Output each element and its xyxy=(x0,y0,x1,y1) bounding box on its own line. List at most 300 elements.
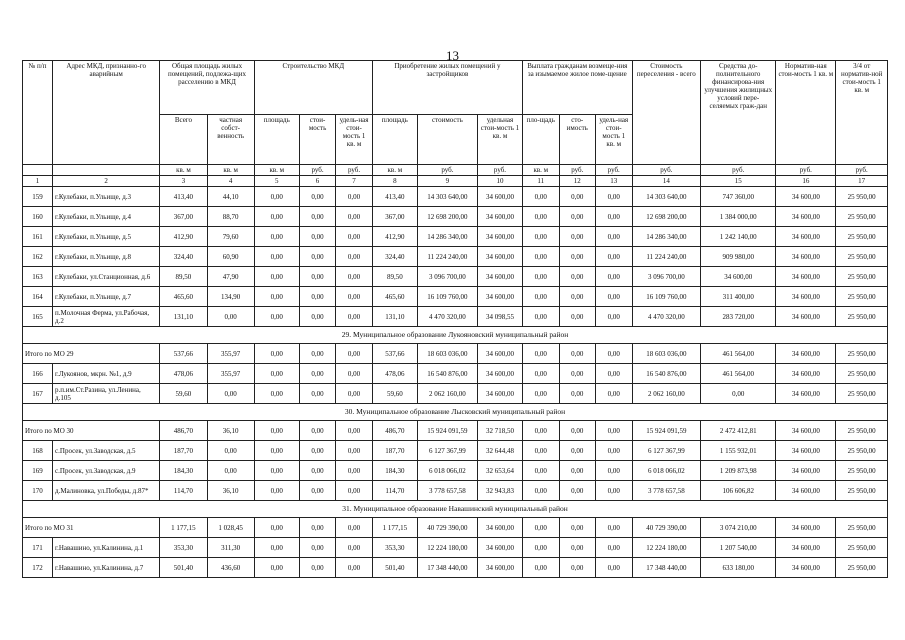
table-cell: 25 950,00 xyxy=(836,187,888,207)
table-cell: 0,00 xyxy=(254,558,299,578)
table-cell: 34 600,00 xyxy=(776,384,836,404)
table-cell: 0,00 xyxy=(254,307,299,327)
table-cell: 0,00 xyxy=(596,187,633,207)
table-cell: 461 564,00 xyxy=(701,344,776,364)
column-number-cell: 3 xyxy=(160,176,207,187)
column-number-cell: 14 xyxy=(632,176,701,187)
table-cell: 1 177,15 xyxy=(160,518,207,538)
table-cell: 283 720,00 xyxy=(701,307,776,327)
table-cell: 34 600,00 xyxy=(477,538,522,558)
table-cell: 3 778 657,58 xyxy=(632,481,701,501)
column-number-cell: 13 xyxy=(596,176,633,187)
unit-cell: кв. м xyxy=(372,165,417,176)
row-number-cell: 159 xyxy=(23,187,53,207)
table-cell: 34 600,00 xyxy=(776,481,836,501)
table-cell: 34 600,00 xyxy=(776,441,836,461)
table-cell: 79,60 xyxy=(207,227,254,247)
table-cell: 0,00 xyxy=(523,267,559,287)
table-cell: 3 074 210,00 xyxy=(701,518,776,538)
table-cell: 25 950,00 xyxy=(836,558,888,578)
table-cell: 34 600,00 xyxy=(477,518,522,538)
table-cell: 0,00 xyxy=(596,461,633,481)
subheader-unit-cost-pay: удель-ная стои-мость 1 кв. м xyxy=(596,115,633,165)
column-number-cell: 5 xyxy=(254,176,299,187)
address-cell: д.Малиновка, ул.Победы, д.87* xyxy=(53,481,160,501)
table-cell: 25 950,00 xyxy=(836,461,888,481)
row-number-cell: 171 xyxy=(23,538,53,558)
row-number-cell: 169 xyxy=(23,461,53,481)
table-cell: 131,10 xyxy=(372,307,417,327)
table-cell: 12 698 200,00 xyxy=(632,207,701,227)
header-construction: Строительство МКД xyxy=(254,61,372,115)
table-cell: 0,00 xyxy=(254,421,299,441)
table-cell: 0,00 xyxy=(336,441,373,461)
table-cell: 0,00 xyxy=(336,364,373,384)
table-cell: 0,00 xyxy=(559,207,595,227)
table-cell: 16 540 876,00 xyxy=(632,364,701,384)
address-cell: п.Молочная Ферма, ул.Рабочая, д.2 xyxy=(53,307,160,327)
address-cell: с.Просек, ул.Заводская, д.9 xyxy=(53,461,160,481)
unit-cell: руб. xyxy=(299,165,335,176)
table-cell: 0,00 xyxy=(559,538,595,558)
table-cell: 32 943,83 xyxy=(477,481,522,501)
table-cell: 16 540 876,00 xyxy=(417,364,477,384)
table-cell: 34 600,00 xyxy=(776,247,836,267)
header-address: Адрес МКД, признанно-го аварийным xyxy=(53,61,160,165)
total-label: Итого по МО 31 xyxy=(23,518,160,538)
table-cell: 16 109 760,00 xyxy=(632,287,701,307)
table-cell: 32 718,50 xyxy=(477,421,522,441)
table-cell: 14 286 340,00 xyxy=(417,227,477,247)
section-title: 31. Муниципальное образование Навашинский муниципальный район xyxy=(23,501,888,518)
table-cell: 4 470 320,00 xyxy=(632,307,701,327)
table-cell: 465,60 xyxy=(160,287,207,307)
table-cell: 0,00 xyxy=(559,307,595,327)
table-cell: 0,00 xyxy=(523,538,559,558)
table-cell: 0,00 xyxy=(559,364,595,384)
table-row xyxy=(23,538,888,558)
table-cell: 2 062 160,00 xyxy=(417,384,477,404)
row-number-cell: 167 xyxy=(23,384,53,404)
table-cell: 11 224 240,00 xyxy=(632,247,701,267)
table-cell: 25 950,00 xyxy=(836,384,888,404)
address-cell: г.Навашино, ул.Калинина, д.1 xyxy=(53,538,160,558)
table-cell: 25 950,00 xyxy=(836,207,888,227)
unit-cell: руб. xyxy=(632,165,701,176)
table-cell: 0,00 xyxy=(254,227,299,247)
address-cell: г.Кулебаки, п.Ульище, д.7 xyxy=(53,287,160,307)
table-cell: 0,00 xyxy=(559,267,595,287)
subheader-area-pay: пло-щадь xyxy=(523,115,559,165)
table-cell: 184,30 xyxy=(160,461,207,481)
total-label: Итого по МО 30 xyxy=(23,421,160,441)
table-cell: 34 600,00 xyxy=(776,267,836,287)
table-cell: 0,00 xyxy=(596,287,633,307)
table-cell: 0,00 xyxy=(336,344,373,364)
table-cell: 25 950,00 xyxy=(836,227,888,247)
table-cell: 461 564,00 xyxy=(701,364,776,384)
subheader-unit-cost: удель-ная стои-мость 1 кв. м xyxy=(336,115,373,165)
table-cell: 324,40 xyxy=(160,247,207,267)
table-cell: 0,00 xyxy=(523,518,559,538)
table-cell: 0,00 xyxy=(559,287,595,307)
table-cell: 0,00 xyxy=(523,287,559,307)
table-cell: 0,00 xyxy=(336,267,373,287)
table-cell: 0,00 xyxy=(254,344,299,364)
table-cell: 0,00 xyxy=(254,538,299,558)
table-cell: 6 127 367,99 xyxy=(417,441,477,461)
table-cell: 1 209 873,98 xyxy=(701,461,776,481)
table-cell: 413,40 xyxy=(160,187,207,207)
total-row xyxy=(23,518,888,538)
table-cell: 0,00 xyxy=(254,518,299,538)
unit-cell: руб. xyxy=(336,165,373,176)
table-cell: 0,00 xyxy=(559,247,595,267)
page-number: 13 xyxy=(446,48,459,63)
table-cell: 0,00 xyxy=(254,461,299,481)
table-cell: 59,60 xyxy=(160,384,207,404)
table-cell: 0,00 xyxy=(299,187,335,207)
subheader-area-acq: площадь xyxy=(372,115,417,165)
table-cell: 0,00 xyxy=(596,267,633,287)
table-cell: 367,00 xyxy=(160,207,207,227)
table-cell: 478,06 xyxy=(372,364,417,384)
table-cell: 0,00 xyxy=(336,421,373,441)
column-number-cell: 16 xyxy=(776,176,836,187)
table-row xyxy=(23,187,888,207)
address-cell: г.Навашино, ул.Калинина, д.7 xyxy=(53,558,160,578)
table-cell: 0,00 xyxy=(523,421,559,441)
table-cell: 34 600,00 xyxy=(701,267,776,287)
table-cell: 0,00 xyxy=(596,441,633,461)
address-cell: г.Кулебаки, ул.Станционная, д.6 xyxy=(53,267,160,287)
row-number-cell: 165 xyxy=(23,307,53,327)
table-cell: 4 470 320,00 xyxy=(417,307,477,327)
table-cell: 34 600,00 xyxy=(477,384,522,404)
column-number-cell: 11 xyxy=(523,176,559,187)
table-cell: 0,00 xyxy=(523,384,559,404)
subheader-unit-cost-acq: удельная стои-мость 1 кв. м xyxy=(477,115,522,165)
table-cell: 0,00 xyxy=(523,461,559,481)
table-cell: 34 600,00 xyxy=(776,558,836,578)
table-cell: 0,00 xyxy=(336,384,373,404)
table-cell: 6 018 066,02 xyxy=(632,461,701,481)
table-row xyxy=(23,307,888,327)
table-cell: 0,00 xyxy=(596,384,633,404)
table-cell: 18 603 036,00 xyxy=(632,344,701,364)
table-cell: 36,10 xyxy=(207,421,254,441)
table-cell: 0,00 xyxy=(596,207,633,227)
total-label: Итого по МО 29 xyxy=(23,344,160,364)
table-cell: 44,10 xyxy=(207,187,254,207)
table-cell: 0,00 xyxy=(523,307,559,327)
table-cell: 0,00 xyxy=(254,287,299,307)
table-cell: 25 950,00 xyxy=(836,344,888,364)
column-number-cell: 10 xyxy=(477,176,522,187)
table-cell: 34 600,00 xyxy=(776,307,836,327)
table-row xyxy=(23,267,888,287)
table-cell: 3 096 700,00 xyxy=(632,267,701,287)
table-cell: 0,00 xyxy=(336,227,373,247)
table-cell: 36,10 xyxy=(207,481,254,501)
address-cell: г.Кулебаки, п.Ульище, д.5 xyxy=(53,227,160,247)
table-cell: 34 600,00 xyxy=(776,207,836,227)
subheader-area: площадь xyxy=(254,115,299,165)
table-cell: 3 096 700,00 xyxy=(417,267,477,287)
table-cell: 0,00 xyxy=(299,518,335,538)
resettlement-table xyxy=(22,60,888,578)
table-cell: 1 242 140,00 xyxy=(701,227,776,247)
table-cell: 501,40 xyxy=(372,558,417,578)
column-number-cell: 1 xyxy=(23,176,53,187)
table-cell: 353,30 xyxy=(372,538,417,558)
table-cell: 0,00 xyxy=(299,207,335,227)
unit-cell: руб. xyxy=(417,165,477,176)
row-number-cell: 160 xyxy=(23,207,53,227)
subheader-all: Всего xyxy=(160,115,207,165)
section-row xyxy=(23,501,888,518)
row-number-cell: 163 xyxy=(23,267,53,287)
table-cell: 353,30 xyxy=(160,538,207,558)
table-cell: 34 600,00 xyxy=(776,538,836,558)
table-cell: 34 600,00 xyxy=(776,344,836,364)
address-cell: г.Кулебаки, п.Ульище, д.3 xyxy=(53,187,160,207)
table-cell: 17 348 440,00 xyxy=(417,558,477,578)
table-cell: 633 180,00 xyxy=(701,558,776,578)
table-cell: 0,00 xyxy=(207,384,254,404)
table-cell: 34 600,00 xyxy=(477,364,522,384)
address-cell: г.Кулебаки, п.Ульище, д.8 xyxy=(53,247,160,267)
address-cell: р.п.им.Ст.Разина, ул.Ленина, д.105 xyxy=(53,384,160,404)
table-cell: 537,66 xyxy=(160,344,207,364)
unit-cell: руб. xyxy=(596,165,633,176)
table-cell: 0,00 xyxy=(299,247,335,267)
table-cell: 131,10 xyxy=(160,307,207,327)
table-cell: 0,00 xyxy=(207,441,254,461)
subheader-cost-acq: стоимость xyxy=(417,115,477,165)
table-cell: 25 950,00 xyxy=(836,267,888,287)
table-cell: 0,00 xyxy=(523,441,559,461)
table-cell: 25 950,00 xyxy=(836,538,888,558)
table-cell: 0,00 xyxy=(559,384,595,404)
header-extra-funds: Средства до-полнительного финансирова-ния улучшения жилищных условий пере-селяемых граж-дан xyxy=(701,61,776,165)
subheader-cost-pay: сто-имость xyxy=(559,115,595,165)
table-cell: 0,00 xyxy=(523,227,559,247)
table-cell: 34 098,55 xyxy=(477,307,522,327)
table-cell: 367,00 xyxy=(372,207,417,227)
table-cell: 0,00 xyxy=(596,538,633,558)
table-cell: 355,97 xyxy=(207,344,254,364)
table-cell: 413,40 xyxy=(372,187,417,207)
table-cell: 34 600,00 xyxy=(776,518,836,538)
table-cell: 0,00 xyxy=(299,421,335,441)
table-cell: 0,00 xyxy=(559,558,595,578)
table-row xyxy=(23,364,888,384)
table-cell: 12 224 180,00 xyxy=(417,538,477,558)
table-cell: 0,00 xyxy=(254,441,299,461)
table-cell: 0,00 xyxy=(254,267,299,287)
column-numbers-row xyxy=(23,176,888,187)
table-cell: 0,00 xyxy=(299,461,335,481)
table-cell: 0,00 xyxy=(336,518,373,538)
table-cell: 14 303 640,00 xyxy=(417,187,477,207)
header-total-area: Общая площадь жилых помещений, подлежа-щих расселению в МКД xyxy=(160,61,254,115)
table-cell: 0,00 xyxy=(559,441,595,461)
table-cell: 0,00 xyxy=(336,538,373,558)
unit-cell: руб. xyxy=(776,165,836,176)
table-cell: 478,06 xyxy=(160,364,207,384)
table-cell: 0,00 xyxy=(299,307,335,327)
table-cell: 106 606,82 xyxy=(701,481,776,501)
header-num: № п/п xyxy=(23,61,53,165)
table-cell: 59,60 xyxy=(372,384,417,404)
table-cell: 909 980,00 xyxy=(701,247,776,267)
total-row xyxy=(23,344,888,364)
table-cell: 0,00 xyxy=(701,384,776,404)
table-cell: 0,00 xyxy=(299,287,335,307)
table-cell: 2 062 160,00 xyxy=(632,384,701,404)
table-cell: 34 600,00 xyxy=(776,421,836,441)
table-cell: 16 109 760,00 xyxy=(417,287,477,307)
table-cell: 0,00 xyxy=(299,384,335,404)
table-row xyxy=(23,558,888,578)
table-row xyxy=(23,481,888,501)
table-cell: 25 950,00 xyxy=(836,307,888,327)
table-cell: 0,00 xyxy=(254,207,299,227)
table-cell: 14 303 640,00 xyxy=(632,187,701,207)
table-row xyxy=(23,287,888,307)
table-cell: 34 600,00 xyxy=(477,207,522,227)
table-cell: 0,00 xyxy=(299,441,335,461)
table-cell: 0,00 xyxy=(559,187,595,207)
unit-cell: руб. xyxy=(836,165,888,176)
table-cell: 0,00 xyxy=(336,558,373,578)
table-cell: 0,00 xyxy=(559,518,595,538)
column-number-cell: 6 xyxy=(299,176,335,187)
unit-cell: руб. xyxy=(477,165,522,176)
table-cell: 6 018 066,02 xyxy=(417,461,477,481)
table-cell: 0,00 xyxy=(299,558,335,578)
unit-cell: кв. м xyxy=(523,165,559,176)
table-cell: 34 600,00 xyxy=(477,344,522,364)
table-cell: 0,00 xyxy=(559,421,595,441)
row-number-cell: 161 xyxy=(23,227,53,247)
table-cell: 89,50 xyxy=(160,267,207,287)
column-number-cell: 12 xyxy=(559,176,595,187)
table-cell: 34 600,00 xyxy=(477,247,522,267)
table-cell: 0,00 xyxy=(254,364,299,384)
table-cell: 0,00 xyxy=(523,558,559,578)
table-cell: 537,66 xyxy=(372,344,417,364)
address-cell: г.Лукоянов, мкрн. №1, д.9 xyxy=(53,364,160,384)
table-cell: 6 127 367,99 xyxy=(632,441,701,461)
table-cell: 486,70 xyxy=(372,421,417,441)
subheader-cost: стои-мость xyxy=(299,115,335,165)
row-number-cell: 168 xyxy=(23,441,53,461)
table-cell: 747 360,00 xyxy=(701,187,776,207)
table-cell: 412,90 xyxy=(372,227,417,247)
table-cell: 1 155 932,01 xyxy=(701,441,776,461)
table-row xyxy=(23,441,888,461)
unit-cell: кв. м xyxy=(254,165,299,176)
header-cost-total: Стоимость переселения - всего xyxy=(632,61,701,165)
table-cell: 0,00 xyxy=(207,307,254,327)
table-cell: 0,00 xyxy=(254,247,299,267)
table-cell: 32 644,48 xyxy=(477,441,522,461)
table-cell: 0,00 xyxy=(523,481,559,501)
table-cell: 465,60 xyxy=(372,287,417,307)
table-row xyxy=(23,227,888,247)
table-cell: 0,00 xyxy=(596,364,633,384)
table-cell: 0,00 xyxy=(207,461,254,481)
table-cell: 25 950,00 xyxy=(836,287,888,307)
table-cell: 324,40 xyxy=(372,247,417,267)
table-cell: 34 600,00 xyxy=(477,287,522,307)
column-number-cell: 4 xyxy=(207,176,254,187)
table-cell: 88,70 xyxy=(207,207,254,227)
table-cell: 25 950,00 xyxy=(836,421,888,441)
table-cell: 436,60 xyxy=(207,558,254,578)
table-cell: 25 950,00 xyxy=(836,481,888,501)
table-cell: 412,90 xyxy=(160,227,207,247)
table-cell: 0,00 xyxy=(596,518,633,538)
table-cell: 187,70 xyxy=(372,441,417,461)
table-cell: 0,00 xyxy=(559,481,595,501)
table-cell: 0,00 xyxy=(254,481,299,501)
unit-cell: кв. м xyxy=(207,165,254,176)
table-cell: 0,00 xyxy=(336,461,373,481)
table-cell: 0,00 xyxy=(299,481,335,501)
table-cell: 0,00 xyxy=(336,307,373,327)
total-row xyxy=(23,421,888,441)
table-cell: 0,00 xyxy=(523,344,559,364)
table-cell: 14 286 340,00 xyxy=(632,227,701,247)
unit-cell: кв. м xyxy=(160,165,207,176)
table-cell: 34 600,00 xyxy=(776,287,836,307)
table-cell: 1 028,45 xyxy=(207,518,254,538)
header-acquisition: Приобретение жилых помещений у застройщиков xyxy=(372,61,522,115)
table-cell: 311,30 xyxy=(207,538,254,558)
table-cell: 0,00 xyxy=(596,558,633,578)
section-title: 29. Муниципальное образование Лукояновский муниципальный район xyxy=(23,327,888,344)
table-cell: 187,70 xyxy=(160,441,207,461)
table-row xyxy=(23,384,888,404)
table-cell: 60,90 xyxy=(207,247,254,267)
table-cell: 184,30 xyxy=(372,461,417,481)
table-row xyxy=(23,247,888,267)
table-row xyxy=(23,207,888,227)
section-title: 30. Муниципальное образование Лысковский муниципальный район xyxy=(23,404,888,421)
table-cell: 15 924 091,59 xyxy=(632,421,701,441)
header-norm-cost: Норматив-ная стои-мость 1 кв. м xyxy=(776,61,836,165)
table-cell: 34 600,00 xyxy=(477,227,522,247)
table-cell: 34 600,00 xyxy=(776,227,836,247)
table-cell: 0,00 xyxy=(299,344,335,364)
table-cell: 486,70 xyxy=(160,421,207,441)
table-cell: 0,00 xyxy=(596,307,633,327)
table-cell: 0,00 xyxy=(254,187,299,207)
table-cell: 311 400,00 xyxy=(701,287,776,307)
column-number-cell: 2 xyxy=(53,176,160,187)
section-row xyxy=(23,327,888,344)
table-cell: 0,00 xyxy=(523,207,559,227)
header-three-quarters: 3/4 от норматив-ной стои-мость 1 кв. м xyxy=(836,61,888,165)
table-cell: 25 950,00 xyxy=(836,247,888,267)
table-cell: 1 177,15 xyxy=(372,518,417,538)
table-cell: 0,00 xyxy=(559,227,595,247)
table-cell: 355,97 xyxy=(207,364,254,384)
table-cell: 34 600,00 xyxy=(477,187,522,207)
